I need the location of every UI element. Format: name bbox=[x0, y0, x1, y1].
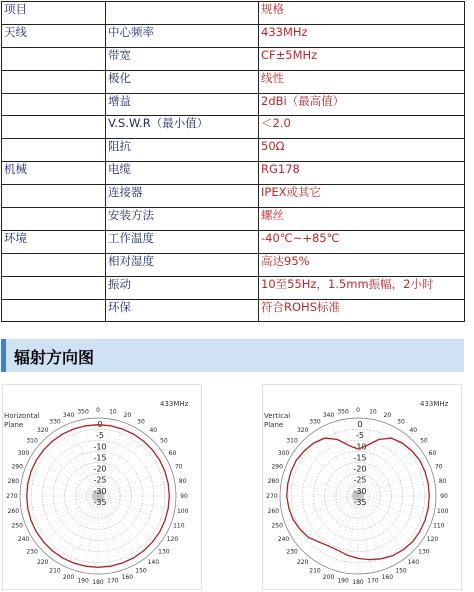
angle-label: 130 bbox=[158, 548, 170, 556]
spec-cell-c2: 连接器 bbox=[106, 185, 259, 208]
angle-label: 90 bbox=[440, 493, 448, 500]
ring-label: -25 bbox=[353, 475, 367, 485]
spec-cell-c1 bbox=[2, 47, 106, 70]
spec-cell-c3: 高达95% bbox=[259, 253, 465, 276]
spec-cell-c1: 环境 bbox=[2, 230, 106, 253]
spec-cell-c3: 2dBi（最高值） bbox=[259, 93, 465, 116]
plane-label: Horizontal bbox=[4, 412, 40, 420]
spec-cell-c2: 带宽 bbox=[106, 47, 259, 70]
angle-label: 30 bbox=[397, 418, 405, 426]
angle-label: 190 bbox=[77, 577, 89, 585]
spec-cell-c1 bbox=[2, 116, 106, 139]
ring-label: -30 bbox=[93, 486, 107, 496]
ring-label: -15 bbox=[353, 453, 367, 463]
angle-label: 250 bbox=[271, 522, 283, 530]
ring-label: -15 bbox=[93, 453, 107, 463]
angle-label: 190 bbox=[337, 577, 349, 585]
ring-label: -5 bbox=[96, 431, 104, 441]
plane-label-2: Plane bbox=[264, 421, 284, 429]
spec-cell-c3: ＜2.0 bbox=[259, 116, 465, 139]
spec-row bbox=[2, 116, 465, 139]
spec-cell-c1 bbox=[2, 185, 106, 208]
angle-label: 40 bbox=[149, 427, 158, 435]
spec-cell-c3: CF±5MHz bbox=[259, 47, 465, 70]
angle-label: 110 bbox=[173, 522, 185, 530]
freq-label: 433MHz bbox=[420, 400, 449, 408]
angle-label: 110 bbox=[433, 522, 445, 530]
section-title: 辐射方向图 bbox=[14, 348, 95, 367]
spec-cell-c2: 环保 bbox=[106, 299, 259, 322]
angle-label: 30 bbox=[137, 418, 145, 426]
ring-label: -10 bbox=[353, 442, 367, 452]
angle-label: 180 bbox=[92, 579, 104, 586]
angle-label: 350 bbox=[337, 408, 349, 416]
angle-label: 230 bbox=[26, 548, 38, 556]
angle-label: 120 bbox=[426, 536, 439, 543]
angle-label: 240 bbox=[17, 536, 30, 543]
angle-label: 210 bbox=[309, 567, 321, 575]
angle-label: 210 bbox=[49, 567, 61, 575]
spec-cell-c2: 阻抗 bbox=[106, 139, 259, 162]
angle-label: 50 bbox=[160, 437, 168, 445]
plane-label: Vertical bbox=[264, 412, 291, 420]
spec-cell-c3: 50Ω bbox=[259, 139, 465, 162]
ring-label: 0 bbox=[357, 420, 363, 429]
ring-label: -20 bbox=[93, 464, 107, 474]
angle-label: 160 bbox=[381, 573, 394, 581]
spec-cell-c1: 机械 bbox=[2, 162, 106, 185]
angle-label: 260 bbox=[267, 507, 280, 515]
spec-cell-c1 bbox=[2, 70, 106, 93]
angle-label: 260 bbox=[7, 507, 20, 515]
spec-row bbox=[2, 139, 465, 162]
angle-label: 20 bbox=[383, 412, 392, 420]
ring-label: -35 bbox=[353, 498, 367, 507]
angle-label: 230 bbox=[286, 548, 298, 556]
angle-label: 10 bbox=[109, 408, 117, 416]
spec-row bbox=[2, 162, 465, 185]
angle-label: 40 bbox=[409, 427, 418, 435]
spec-cell-c3: -40℃~+85℃ bbox=[259, 230, 465, 253]
angle-label: 60 bbox=[428, 450, 437, 457]
spec-cell-c2: 增益 bbox=[106, 93, 259, 116]
ring-label: -25 bbox=[93, 475, 107, 485]
spec-row bbox=[2, 276, 465, 299]
angle-label: 80 bbox=[178, 478, 187, 486]
angle-label: 140 bbox=[147, 558, 160, 566]
spec-cell-c3: 线性 bbox=[259, 70, 465, 93]
angle-label: 290 bbox=[271, 463, 283, 471]
angle-label: 300 bbox=[17, 450, 30, 457]
angle-label: 80 bbox=[438, 478, 447, 486]
spec-cell-c1 bbox=[2, 276, 106, 299]
angle-label: 150 bbox=[135, 567, 147, 575]
angle-label: 0 bbox=[356, 407, 360, 414]
ring-label: -35 bbox=[93, 498, 107, 507]
plane-label-2: Plane bbox=[4, 421, 24, 429]
horizontal-radiation-pattern bbox=[2, 384, 202, 590]
angle-label: 130 bbox=[418, 548, 430, 556]
angle-label: 310 bbox=[286, 437, 298, 445]
spec-cell-c2 bbox=[106, 2, 259, 25]
angle-label: 170 bbox=[367, 577, 379, 585]
spec-cell-c1 bbox=[2, 139, 106, 162]
angle-label: 300 bbox=[277, 450, 290, 457]
angle-label: 340 bbox=[62, 412, 75, 420]
spec-cell-c2: 振动 bbox=[106, 276, 259, 299]
angle-label: 220 bbox=[36, 558, 49, 566]
spec-row bbox=[2, 230, 465, 253]
angle-label: 100 bbox=[176, 507, 189, 515]
angle-label: 120 bbox=[166, 536, 179, 543]
spec-cell-c3: IPEX或其它 bbox=[259, 185, 465, 208]
angle-label: 320 bbox=[296, 427, 309, 435]
ring-label: -30 bbox=[353, 486, 367, 496]
spec-cell-c1 bbox=[2, 299, 106, 322]
angle-label: 220 bbox=[296, 558, 309, 566]
angle-label: 320 bbox=[36, 427, 49, 435]
spec-row bbox=[2, 185, 465, 208]
angle-label: 200 bbox=[322, 573, 335, 581]
angle-label: 280 bbox=[267, 478, 280, 486]
spec-row bbox=[2, 93, 465, 116]
angle-label: 270 bbox=[266, 493, 278, 500]
angle-label: 250 bbox=[11, 522, 23, 530]
spec-row bbox=[2, 47, 465, 70]
spec-cell-c3: 433MHz bbox=[259, 24, 465, 47]
angle-label: 70 bbox=[174, 463, 183, 471]
ring-label: 0 bbox=[97, 420, 103, 429]
spec-row bbox=[2, 299, 465, 322]
angle-label: 350 bbox=[77, 408, 89, 416]
spec-cell-c3: 10至55Hz，1.5mm振幅，2小时 bbox=[259, 276, 465, 299]
angle-label: 180 bbox=[352, 579, 364, 586]
spec-cell-c1 bbox=[2, 208, 106, 231]
spec-cell-c1: 天线 bbox=[2, 24, 106, 47]
spec-cell-c1 bbox=[2, 93, 106, 116]
angle-label: 10 bbox=[369, 408, 377, 416]
angle-label: 290 bbox=[11, 463, 23, 471]
spec-row bbox=[2, 70, 465, 93]
spec-cell-c3: RG178 bbox=[259, 162, 465, 185]
angle-label: 170 bbox=[107, 577, 119, 585]
angle-label: 60 bbox=[168, 450, 177, 457]
angle-label: 280 bbox=[7, 478, 20, 486]
vertical-radiation-pattern bbox=[262, 384, 462, 590]
spec-cell-c2: 极化 bbox=[106, 70, 259, 93]
angle-label: 0 bbox=[96, 407, 100, 414]
angle-label: 100 bbox=[436, 507, 449, 515]
angle-label: 70 bbox=[434, 463, 443, 471]
spec-cell-c1 bbox=[2, 253, 106, 276]
angle-label: 330 bbox=[309, 418, 321, 426]
spec-row bbox=[2, 208, 465, 231]
angle-label: 200 bbox=[62, 573, 75, 581]
spec-row bbox=[2, 253, 465, 276]
angle-label: 330 bbox=[49, 418, 61, 426]
freq-label: 433MHz bbox=[160, 400, 189, 408]
spec-cell-c2: 电缆 bbox=[106, 162, 259, 185]
spec-cell-c3: 规格 bbox=[259, 2, 465, 25]
angle-label: 90 bbox=[180, 493, 188, 500]
angle-label: 150 bbox=[395, 567, 407, 575]
spec-table bbox=[1, 1, 465, 322]
ring-label: -20 bbox=[353, 464, 367, 474]
angle-label: 240 bbox=[277, 536, 290, 543]
angle-label: 140 bbox=[407, 558, 420, 566]
angle-label: 270 bbox=[6, 493, 18, 500]
spec-row bbox=[2, 24, 465, 47]
ring-label: -5 bbox=[356, 431, 364, 441]
spec-cell-c2: 相对湿度 bbox=[106, 253, 259, 276]
angle-label: 160 bbox=[121, 573, 134, 581]
angle-label: 50 bbox=[420, 437, 428, 445]
angle-label: 310 bbox=[26, 437, 38, 445]
spec-cell-c3: 螺丝 bbox=[259, 208, 465, 231]
angle-label: 340 bbox=[322, 412, 335, 420]
ring-label: -10 bbox=[93, 442, 107, 452]
spec-cell-c1: 项目 bbox=[2, 2, 106, 25]
section-banner bbox=[1, 339, 464, 372]
spec-cell-c2: 安装方法 bbox=[106, 208, 259, 231]
angle-label: 20 bbox=[123, 412, 132, 420]
spec-cell-c2: 工作温度 bbox=[106, 230, 259, 253]
spec-cell-c2: 中心频率 bbox=[106, 24, 259, 47]
spec-row bbox=[2, 2, 465, 25]
spec-cell-c3: 符合ROHS标准 bbox=[259, 299, 465, 322]
spec-cell-c2: V.S.W.R（最小值） bbox=[106, 116, 259, 139]
